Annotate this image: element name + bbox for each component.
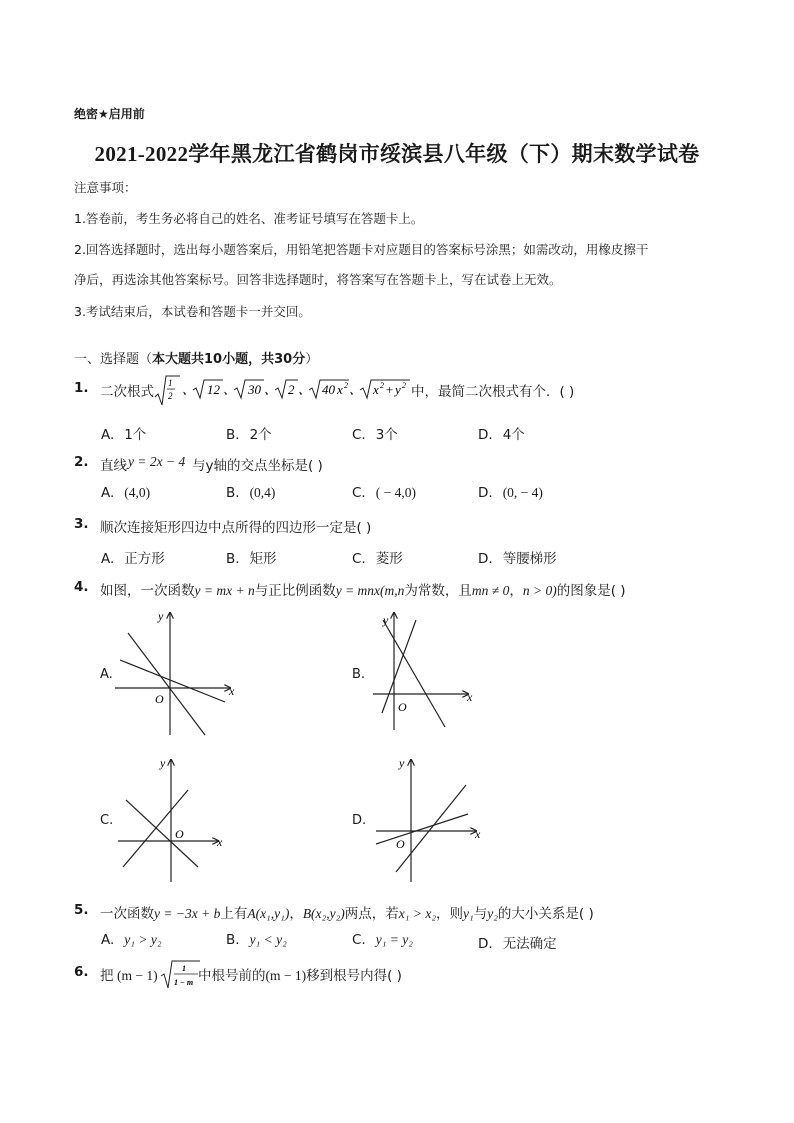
q3-option-c[interactable]	[352, 547, 403, 567]
secret-mark: 绝密★启用前	[74, 107, 145, 121]
q1-radicals	[153, 372, 423, 408]
svg-text:、: 、	[298, 382, 312, 397]
q1-suffix: 中，最简二次根式有个．( )	[411, 384, 575, 400]
graph-d[interactable]	[368, 752, 483, 887]
option-text: (4,0)	[124, 485, 151, 500]
q4-expr-2: y = mnx(m,n	[335, 583, 405, 598]
q6-stem-rest	[198, 964, 402, 984]
notice-item-3: 3.考试结束后，本试卷和答题卡一并交回。	[74, 304, 311, 319]
option-label: B.	[226, 427, 240, 443]
q5-expr-1: y = −3x + b	[154, 906, 221, 921]
graph-b-label[interactable]: B.	[352, 667, 366, 682]
radical-1	[155, 376, 180, 405]
x-label: x	[475, 827, 481, 841]
origin-label: O	[175, 827, 184, 841]
line-2	[120, 660, 225, 702]
option-label: A.	[101, 932, 115, 948]
q6-frac-denominator: 1 − m	[174, 978, 194, 987]
graph-b[interactable]	[368, 605, 478, 735]
option-label: D.	[478, 485, 493, 501]
q2-number: 2.	[74, 454, 89, 470]
y-label: y	[160, 756, 166, 770]
origin-label: O	[398, 700, 407, 714]
section-detail: 本大题共10小题，共30分	[152, 352, 306, 367]
line-1	[128, 633, 205, 735]
graph-a-label[interactable]: A.	[100, 667, 113, 682]
option-label: A.	[101, 485, 115, 501]
q3-number: 3.	[74, 516, 89, 532]
q5-option-d[interactable]	[478, 932, 557, 952]
q5-option-b[interactable]	[226, 932, 287, 948]
option-text: y₁ < y₂	[249, 932, 287, 947]
option-label: B.	[226, 485, 240, 501]
option-text: 3个	[375, 427, 398, 443]
q5-expr-2: A(x₁,y₁)	[247, 906, 290, 921]
q2-option-d[interactable]	[478, 485, 543, 501]
option-text: 4个	[502, 427, 525, 443]
y-label: y	[158, 609, 164, 623]
section-label: 一、选择题（	[74, 352, 153, 367]
y-label: y	[399, 756, 405, 770]
q6-number: 6.	[74, 964, 89, 980]
q4-text-2: 与正比例函数	[254, 583, 336, 599]
svg-text:y: y	[395, 382, 401, 397]
x-label: x	[217, 835, 223, 849]
option-text: y₁ > y₂	[124, 932, 162, 947]
graph-a[interactable]	[115, 605, 245, 740]
q5-expr-3: B(x₂,y₂)	[302, 906, 345, 921]
svg-text:、: 、	[264, 382, 278, 397]
option-text: 2个	[249, 427, 272, 443]
section-heading	[74, 348, 318, 367]
option-text: y₁ = y₂	[375, 932, 413, 947]
section-close: ）	[305, 352, 319, 367]
q6-text-2: 中根号前的	[198, 968, 266, 984]
q2-option-b[interactable]	[226, 485, 275, 501]
option-text: (0, − 4)	[502, 485, 543, 500]
q6-radical	[160, 958, 202, 992]
origin-label: O	[155, 692, 164, 706]
option-text: 1个	[124, 427, 147, 443]
q2-suffix: 与y轴的交点坐标是( )	[192, 458, 323, 474]
svg-text:x: x	[337, 382, 343, 397]
line-2	[126, 800, 198, 867]
q4-expr-4: n > 0)	[522, 583, 557, 598]
option-label: D.	[478, 427, 493, 443]
option-label: A.	[101, 427, 115, 443]
svg-text:12: 12	[207, 382, 220, 397]
q4-text-3: 为常数，且	[404, 583, 472, 599]
option-text: 矩形	[249, 551, 277, 567]
notice-item-1: 1.答卷前，考生务必将自己的姓名、准考证号填写在答题卡上。	[74, 211, 424, 226]
svg-text:2: 2	[402, 381, 406, 390]
q5-expr-4: x₁ > x₂	[398, 906, 437, 921]
q1-option-a[interactable]	[101, 423, 146, 443]
exam-title: 2021-2022学年黑龙江省鹤岗市绥滨县八年级（下）期末数学试卷	[94, 142, 700, 166]
y-label: y	[383, 613, 389, 627]
option-label: D.	[478, 551, 493, 567]
q5-number: 5.	[74, 902, 89, 918]
graph-c[interactable]	[118, 752, 238, 887]
q5-text-5: ，则	[436, 906, 464, 922]
svg-text:、: 、	[182, 382, 196, 397]
q1-prefix: 二次根式	[100, 384, 154, 400]
q6-frac-numerator: 1	[182, 964, 186, 973]
q5-option-a[interactable]	[101, 932, 162, 948]
option-label: C.	[352, 932, 366, 948]
option-label: A.	[101, 551, 115, 567]
svg-text:2: 2	[380, 381, 384, 390]
option-label: B.	[226, 551, 240, 567]
svg-text:+: +	[385, 382, 394, 397]
notice-heading: 注意事项：	[74, 180, 137, 195]
q2-option-a[interactable]	[101, 485, 150, 501]
q5-text-4: 两点，若	[344, 906, 399, 922]
line-1	[396, 785, 466, 872]
q5-text-6: 与	[473, 906, 488, 922]
svg-text:x: x	[373, 382, 379, 397]
q1-number: 1.	[74, 380, 89, 396]
q4-text-5: 的图象是( )	[556, 583, 626, 599]
q1-option-b[interactable]	[226, 423, 272, 443]
svg-text:40: 40	[322, 382, 335, 397]
q1-option-d[interactable]	[478, 423, 525, 443]
q2-expr: y = 2x − 4	[128, 454, 186, 469]
q4-text-1: 如图，一次函数	[100, 583, 195, 599]
q3-text: 顺次连接矩形四边中点所得的四边形一定是( )	[100, 520, 372, 536]
origin-label: O	[396, 837, 405, 851]
q4-stem	[100, 579, 626, 599]
q6-expr-2: (m − 1)	[265, 968, 307, 983]
notice-item-2-line-1: 2.回答选择题时，选出每小题答案后，用铅笔把答题卡对应题目的答案标号涂黑；如需改动，用橡皮擦干	[74, 242, 649, 257]
option-label: D.	[478, 936, 493, 952]
x-label: x	[229, 684, 235, 698]
q6-text-1: 把	[100, 968, 114, 984]
q5-stem	[100, 902, 594, 922]
svg-text:2: 2	[168, 391, 173, 401]
q4-expr-1: y = mx + n	[194, 583, 255, 598]
option-text: 无法确定	[502, 936, 557, 952]
svg-text:2: 2	[288, 382, 295, 397]
q4-expr-3: mn ≠ 0	[471, 583, 510, 598]
q5-text-3: ，	[289, 906, 303, 922]
svg-text:2: 2	[344, 381, 348, 390]
q5-expr-5: y₁	[463, 906, 474, 921]
line-1	[383, 620, 445, 727]
svg-text:、: 、	[223, 382, 237, 397]
q3-option-d[interactable]	[478, 547, 557, 567]
option-text: 等腰梯形	[502, 551, 557, 567]
option-text: (0,4)	[249, 485, 276, 500]
q4-text-4: ，	[509, 583, 523, 599]
option-text: ( − 4,0)	[375, 485, 416, 500]
q5-text-2: 上有	[220, 906, 248, 922]
radical-1-num: 1	[168, 378, 173, 388]
q5-text-7: 的大小关系是( )	[497, 906, 594, 922]
q5-option-c[interactable]	[352, 932, 413, 948]
option-text: 菱形	[375, 551, 403, 567]
option-label: C.	[352, 551, 366, 567]
notice-item-2-line-2: 净后，再选涂其他答案标号。回答非选择题时，将答案写在答题卡上，写在试卷上无效。	[74, 272, 562, 287]
option-text: 正方形	[124, 551, 165, 567]
option-label: B.	[226, 932, 240, 948]
q5-text-1: 一次函数	[100, 906, 154, 922]
q5-expr-6: y₂	[487, 906, 498, 921]
graph-c-label[interactable]: C.	[100, 813, 114, 828]
option-label: C.	[352, 485, 366, 501]
graph-d-label[interactable]: D.	[352, 813, 367, 828]
option-label: C.	[352, 427, 366, 443]
svg-text:、: 、	[349, 382, 363, 397]
q1-option-c[interactable]	[352, 423, 398, 443]
q6-text-3: 移到根号内得( )	[306, 968, 402, 984]
x-label: x	[467, 690, 473, 704]
svg-text:30: 30	[248, 382, 261, 397]
q2-option-c[interactable]	[352, 485, 416, 501]
q6-expr-1: (m − 1)	[117, 968, 158, 983]
q3-option-a[interactable]	[101, 547, 165, 567]
q2-prefix: 直线	[100, 458, 127, 474]
q3-option-b[interactable]	[226, 547, 277, 567]
q4-number: 4.	[74, 579, 89, 595]
